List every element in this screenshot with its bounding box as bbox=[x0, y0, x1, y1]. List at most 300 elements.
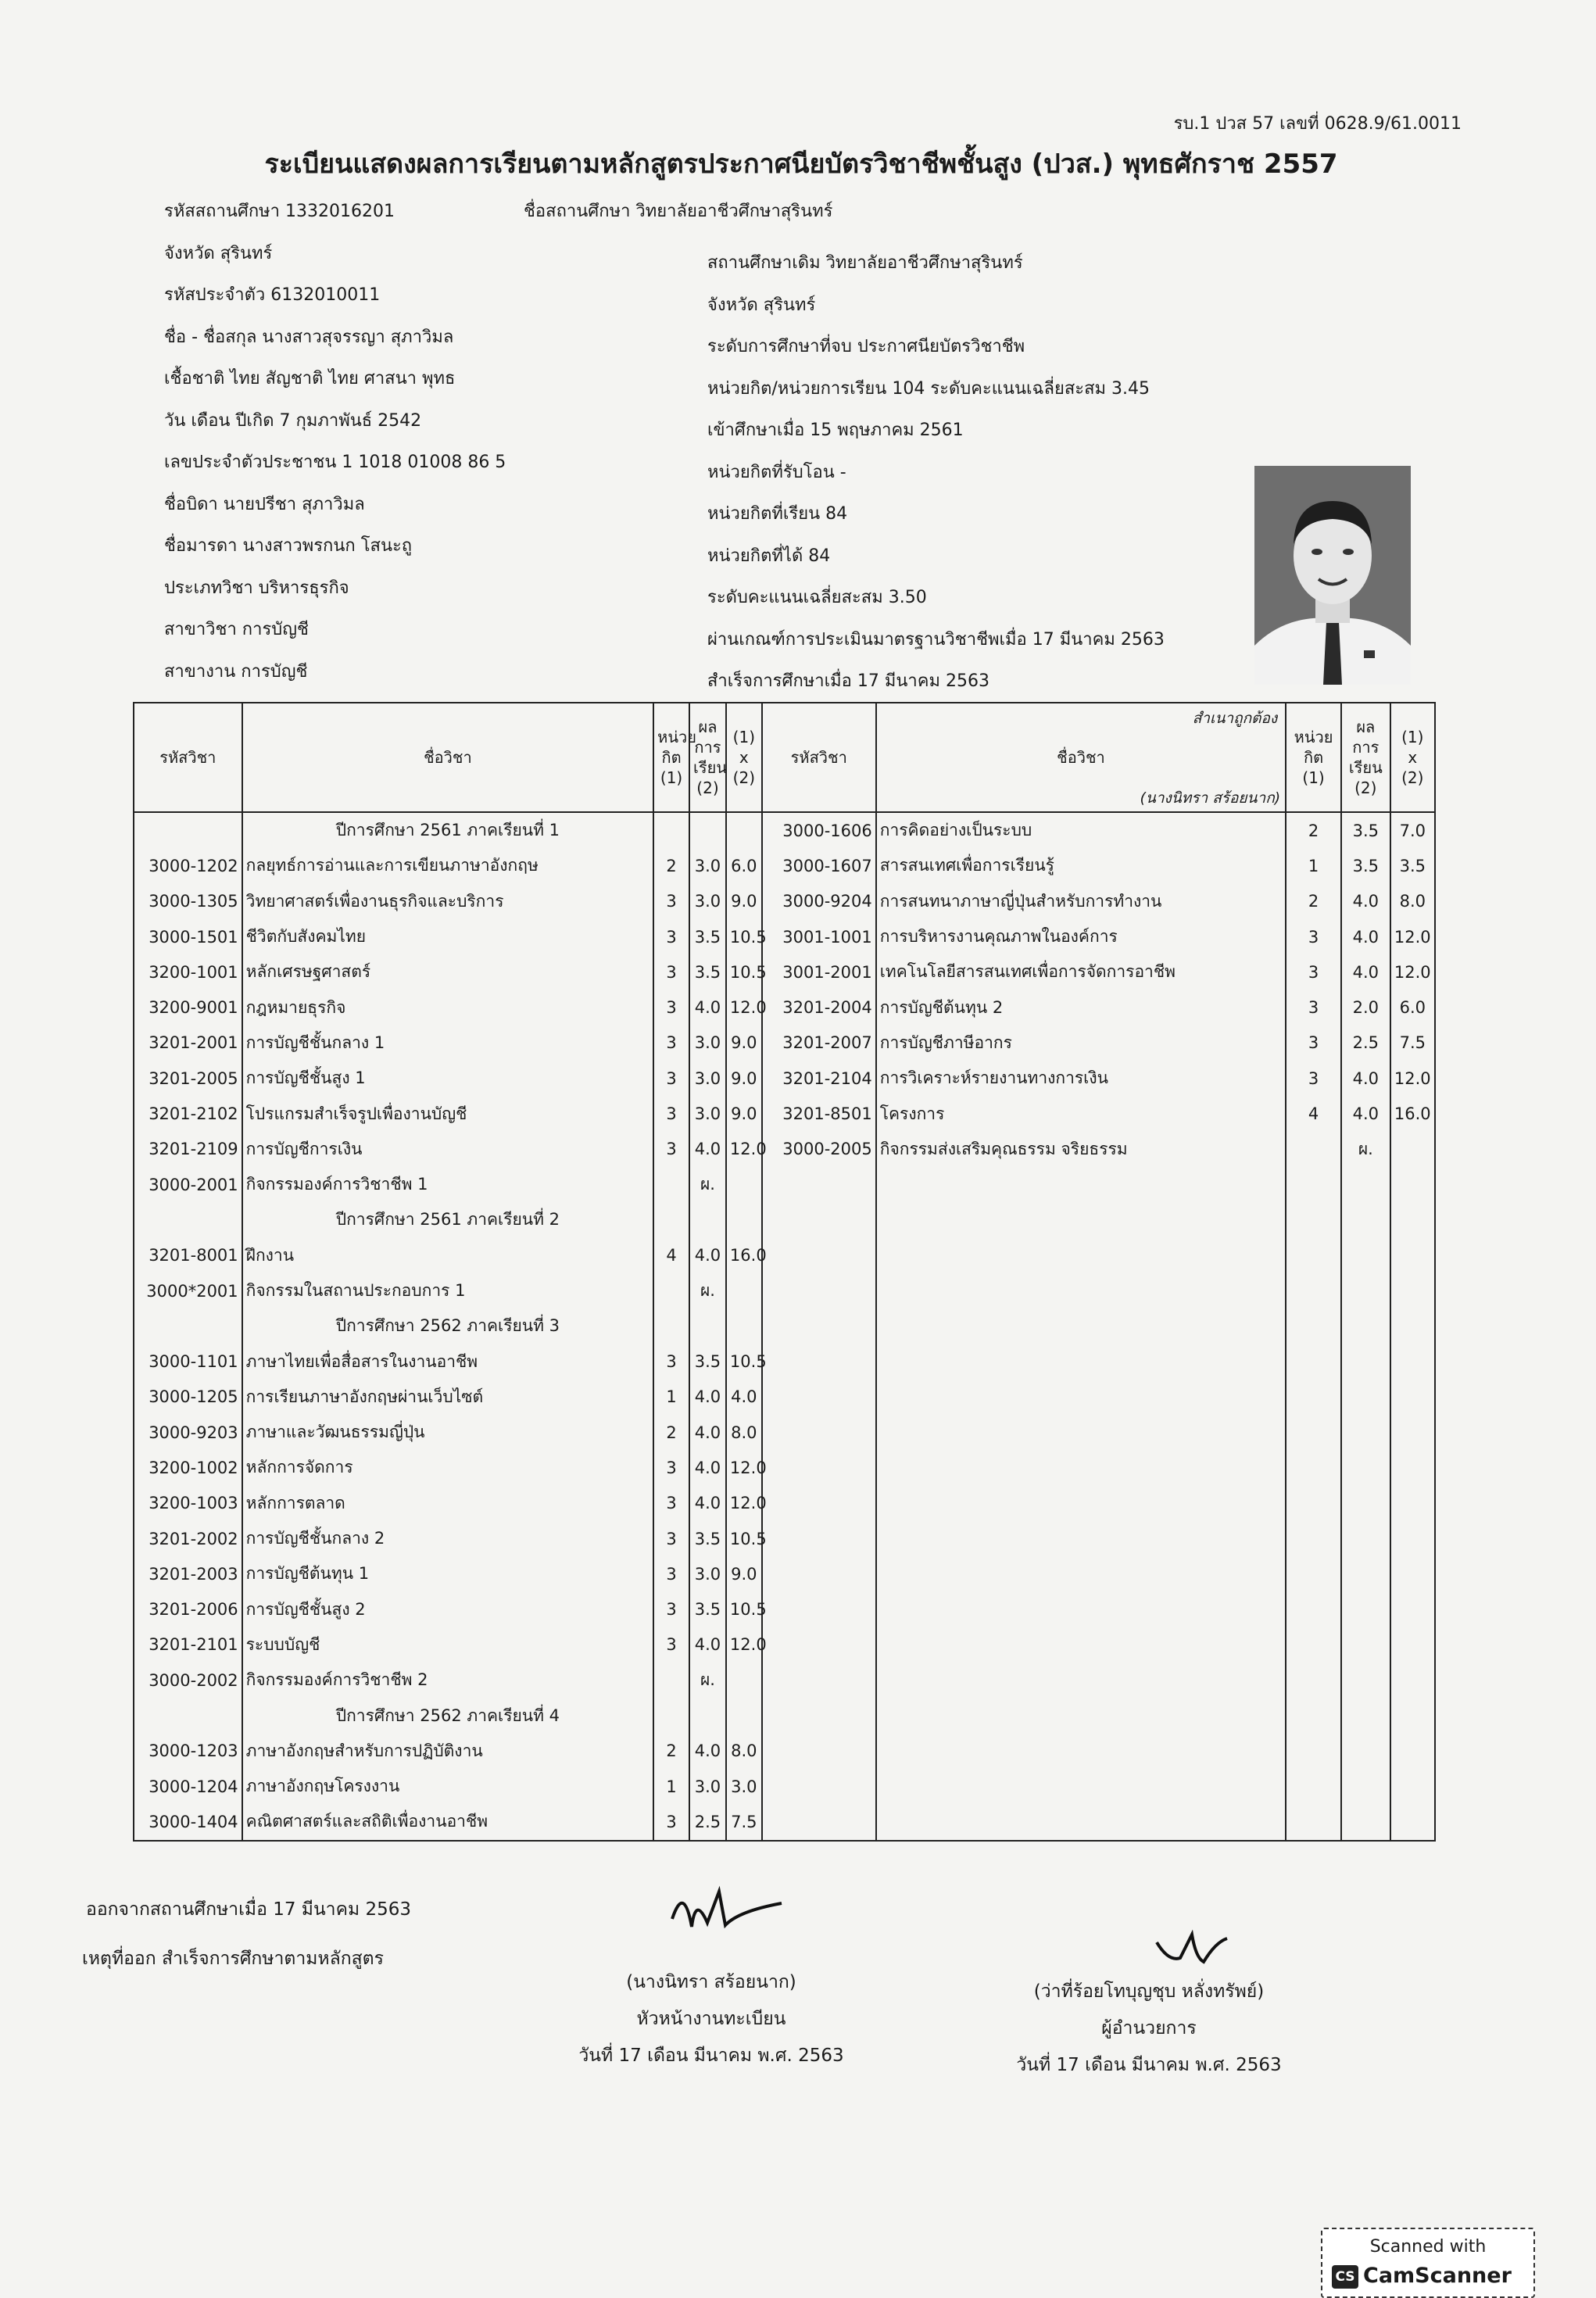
registrar-date: วันที่ 17 เดือน มีนาคม พ.ศ. 2563 bbox=[578, 2046, 844, 2066]
empty-cell bbox=[876, 1627, 1286, 1663]
info-line: หน่วยกิตที่ได้ 84 bbox=[707, 546, 831, 566]
points: 10.5 bbox=[726, 919, 762, 954]
credit: 2 bbox=[1286, 812, 1341, 848]
points bbox=[726, 812, 762, 848]
empty-cell bbox=[876, 1769, 1286, 1804]
empty-cell bbox=[876, 1308, 1286, 1344]
empty-cell bbox=[876, 1804, 1286, 1840]
student-info-right bbox=[707, 242, 1254, 703]
empty-cell bbox=[1390, 1308, 1435, 1344]
course-name: โครงการ bbox=[876, 1096, 1286, 1131]
points: 9.0 bbox=[726, 884, 762, 919]
course-code: 3000-1305 bbox=[134, 884, 242, 919]
points bbox=[726, 1308, 762, 1344]
empty-cell bbox=[1341, 1380, 1390, 1415]
points: 4.0 bbox=[726, 1380, 762, 1415]
table-row bbox=[134, 919, 1435, 954]
course-name: การบัญชีชั้นกลาง 1 bbox=[242, 1026, 654, 1061]
points: 12.0 bbox=[1390, 919, 1435, 954]
empty-cell bbox=[762, 1238, 876, 1273]
header-code: รหัสวิชา bbox=[134, 703, 242, 812]
course-code: 3000-2001 bbox=[134, 1167, 242, 1202]
table-row bbox=[134, 1769, 1435, 1804]
grade: 3.0 bbox=[689, 1096, 726, 1131]
grade: 4.0 bbox=[689, 1238, 726, 1273]
credit: 2 bbox=[1286, 884, 1341, 919]
scanner-label: Scanned with bbox=[1369, 2237, 1487, 2257]
course-code: 3000-1101 bbox=[134, 1344, 242, 1379]
table-row bbox=[134, 1450, 1435, 1485]
course-code: 3001-1001 bbox=[762, 919, 876, 954]
info-line: สำเร็จการศึกษาเมื่อ 17 มีนาคม 2563 bbox=[707, 671, 989, 691]
grade: 4.0 bbox=[1341, 884, 1390, 919]
course-name: ภาษาและวัฒนธรรมญี่ปุ่น bbox=[242, 1415, 654, 1450]
points: 16.0 bbox=[1390, 1096, 1435, 1131]
document-reference: รบ.1 ปวส 57 เลขที่ 0628.9/61.0011 bbox=[1173, 114, 1462, 134]
empty-cell bbox=[1286, 1308, 1341, 1344]
info-line: สถานศึกษาเดิม วิทยาลัยอาชีวศึกษาสุรินทร์ bbox=[707, 253, 1023, 273]
table-row bbox=[134, 1592, 1435, 1627]
course-name: กิจกรรมในสถานประกอบการ 1 bbox=[242, 1273, 654, 1308]
empty-cell bbox=[762, 1202, 876, 1237]
course-name: การสนทนาภาษาญี่ปุ่นสำหรับการทำงาน bbox=[876, 884, 1286, 919]
grade: 2.5 bbox=[689, 1804, 726, 1840]
points: 16.0 bbox=[726, 1238, 762, 1273]
credit: 1 bbox=[653, 1769, 689, 1804]
points: 12.0 bbox=[726, 1450, 762, 1485]
table-row bbox=[134, 1415, 1435, 1450]
credit: 4 bbox=[653, 1238, 689, 1273]
empty-cell bbox=[1286, 1273, 1341, 1308]
info-line: รหัสประจำตัว 6132010011 bbox=[164, 285, 381, 305]
empty-cell bbox=[1286, 1344, 1341, 1379]
credit: 3 bbox=[653, 919, 689, 954]
credit: 3 bbox=[653, 954, 689, 990]
info-line: เลขประจำตัวประชาชน 1 1018 01008 86 5 bbox=[164, 453, 506, 472]
credit: 3 bbox=[653, 1096, 689, 1131]
points bbox=[726, 1698, 762, 1733]
course-code: 3200-1002 bbox=[134, 1450, 242, 1485]
director-date: วันที่ 17 เดือน มีนาคม พ.ศ. 2563 bbox=[1016, 2055, 1282, 2075]
registrar-signature-block bbox=[547, 1964, 875, 2074]
semester-heading: ปีการศึกษา 2561 ภาคเรียนที่ 2 bbox=[242, 1202, 654, 1237]
empty-cell bbox=[1286, 1698, 1341, 1733]
grade bbox=[689, 1698, 726, 1733]
header-name: ชื่อวิชา bbox=[242, 703, 654, 812]
empty-cell bbox=[1341, 1273, 1390, 1308]
empty-cell bbox=[1341, 1592, 1390, 1627]
header-credit-right: หน่วย กิต (1) bbox=[1286, 703, 1341, 812]
grade: 4.0 bbox=[689, 1450, 726, 1485]
empty-cell bbox=[1390, 1627, 1435, 1663]
course-code: 3201-2104 bbox=[762, 1061, 876, 1096]
table-row bbox=[134, 1273, 1435, 1308]
course-code: 3201-8501 bbox=[762, 1096, 876, 1131]
course-code: 3000-1501 bbox=[134, 919, 242, 954]
leave-reason: เหตุที่ออก สำเร็จการศึกษาตามหลักสูตร bbox=[82, 1949, 384, 1969]
course-name: ชีวิตกับสังคมไทย bbox=[242, 919, 654, 954]
empty-cell bbox=[876, 1202, 1286, 1237]
points: 12.0 bbox=[1390, 954, 1435, 990]
points: 7.0 bbox=[1390, 812, 1435, 848]
credit: 3 bbox=[1286, 1061, 1341, 1096]
course-code: 3000-1203 bbox=[134, 1734, 242, 1769]
empty-cell bbox=[762, 1308, 876, 1344]
course-name: กิจกรรมส่งเสริมคุณธรรม จริยธรรม bbox=[876, 1132, 1286, 1167]
course-code: 3000-2005 bbox=[762, 1132, 876, 1167]
semester-heading: ปีการศึกษา 2562 ภาคเรียนที่ 3 bbox=[242, 1308, 654, 1344]
info-line: วัน เดือน ปีเกิด 7 กุมภาพันธ์ 2542 bbox=[164, 410, 422, 431]
course-name: หลักเศรษฐศาสตร์ bbox=[242, 954, 654, 990]
grade: 4.0 bbox=[689, 1132, 726, 1167]
course-code: 3200-1003 bbox=[134, 1486, 242, 1521]
empty-cell bbox=[1286, 1450, 1341, 1485]
empty-cell bbox=[762, 1556, 876, 1591]
credit: 3 bbox=[653, 1804, 689, 1840]
points: 6.0 bbox=[1390, 990, 1435, 1025]
empty-cell bbox=[1390, 1486, 1435, 1521]
course-code: 3201-2101 bbox=[134, 1627, 242, 1663]
empty-cell bbox=[1390, 1415, 1435, 1450]
credit bbox=[653, 1663, 689, 1698]
grade: 2.5 bbox=[1341, 1026, 1390, 1061]
empty-cell bbox=[1341, 1486, 1390, 1521]
info-line: หน่วยกิตที่รับโอน - bbox=[707, 462, 846, 482]
table-row bbox=[134, 1698, 1435, 1733]
grade: 3.0 bbox=[689, 1556, 726, 1591]
empty-cell bbox=[1286, 1592, 1341, 1627]
registrar-role: หัวหน้างานทะเบียน bbox=[636, 2009, 786, 2029]
table-row bbox=[134, 1556, 1435, 1591]
course-name: โปรแกรมสำเร็จรูปเพื่องานบัญชี bbox=[242, 1096, 654, 1131]
course-code: 3000-2002 bbox=[134, 1663, 242, 1698]
empty-cell bbox=[1390, 1344, 1435, 1379]
course-name: สารสนเทศเพื่อการเรียนรู้ bbox=[876, 848, 1286, 883]
empty-cell bbox=[1341, 1202, 1390, 1237]
table-row bbox=[134, 1804, 1435, 1840]
table-row bbox=[134, 990, 1435, 1025]
course-code: 3201-2109 bbox=[134, 1132, 242, 1167]
points: 8.0 bbox=[726, 1415, 762, 1450]
table-row bbox=[134, 1238, 1435, 1273]
empty-cell bbox=[762, 1521, 876, 1556]
info-line: รหัสสถานศึกษา 1332016201 bbox=[164, 202, 395, 221]
course-code: 3201-2002 bbox=[134, 1521, 242, 1556]
credit: 1 bbox=[1286, 848, 1341, 883]
grade: 4.0 bbox=[689, 1627, 726, 1663]
empty-cell bbox=[876, 1734, 1286, 1769]
points: 8.0 bbox=[1390, 884, 1435, 919]
credit: 3 bbox=[653, 1061, 689, 1096]
empty-cell bbox=[762, 1592, 876, 1627]
grade: 3.0 bbox=[689, 1769, 726, 1804]
course-code: 3201-2007 bbox=[762, 1026, 876, 1061]
credit bbox=[653, 1308, 689, 1344]
credit: 1 bbox=[653, 1380, 689, 1415]
empty-cell bbox=[762, 1380, 876, 1415]
points: 10.5 bbox=[726, 954, 762, 990]
points: 10.5 bbox=[726, 1344, 762, 1379]
empty-cell bbox=[1341, 1344, 1390, 1379]
credit: 3 bbox=[653, 1132, 689, 1167]
empty-cell bbox=[1390, 1663, 1435, 1698]
grade: 3.5 bbox=[1341, 812, 1390, 848]
credit: 3 bbox=[1286, 919, 1341, 954]
info-line: ชื่อ - ชื่อสกุล นางสาวสุจรรญา สุภาวิมล bbox=[164, 327, 454, 347]
course-name: วิทยาศาสตร์เพื่องานธุรกิจและบริการ bbox=[242, 884, 654, 919]
table-row bbox=[134, 1132, 1435, 1167]
credit: 3 bbox=[653, 1521, 689, 1556]
course-name: ภาษาอังกฤษสำหรับการปฏิบัติงาน bbox=[242, 1734, 654, 1769]
points bbox=[1390, 1132, 1435, 1167]
grade: 4.0 bbox=[689, 1380, 726, 1415]
registrar-name: (นางนิทรา สร้อยนาก) bbox=[626, 1972, 796, 1992]
info-line: สาขางาน การบัญชี bbox=[164, 661, 308, 682]
grade: ผ. bbox=[689, 1273, 726, 1308]
certify-stamp-text: สำเนาถูกต้อง bbox=[1192, 710, 1278, 727]
empty-cell bbox=[1341, 1769, 1390, 1804]
empty-cell bbox=[1390, 1450, 1435, 1485]
table-row bbox=[134, 1486, 1435, 1521]
info-line: ระดับคะแนนเฉลี่ยสะสม 3.50 bbox=[707, 588, 927, 607]
empty-cell bbox=[1390, 1769, 1435, 1804]
table-row bbox=[134, 812, 1435, 848]
credit: 3 bbox=[653, 1592, 689, 1627]
credit bbox=[653, 1273, 689, 1308]
grade: 3.5 bbox=[689, 1521, 726, 1556]
grade: 4.0 bbox=[1341, 954, 1390, 990]
semester-heading: ปีการศึกษา 2561 ภาคเรียนที่ 1 bbox=[242, 812, 654, 848]
grade: 4.0 bbox=[689, 1734, 726, 1769]
course-name: การบัญชีชั้นสูง 2 bbox=[242, 1592, 654, 1627]
info-line: เชื้อชาติ ไทย สัญชาติ ไทย ศาสนา พุทธ bbox=[164, 369, 456, 388]
points: 9.0 bbox=[726, 1556, 762, 1591]
credit: 2 bbox=[653, 848, 689, 883]
info-line: เข้าศึกษาเมื่อ 15 พฤษภาคม 2561 bbox=[707, 421, 964, 440]
grade: ผ. bbox=[689, 1167, 726, 1202]
empty-cell bbox=[1286, 1556, 1341, 1591]
course-name: หลักการจัดการ bbox=[242, 1450, 654, 1485]
info-line: ชื่อบิดา นายปรีชา สุภาวิมล bbox=[164, 494, 365, 514]
course-code: 3001-2001 bbox=[762, 954, 876, 990]
student-info-left bbox=[164, 191, 664, 693]
header-product: (1) x (2) bbox=[726, 703, 762, 812]
empty-cell bbox=[876, 1450, 1286, 1485]
table-row bbox=[134, 1380, 1435, 1415]
grade: ผ. bbox=[1341, 1132, 1390, 1167]
credit bbox=[653, 1167, 689, 1202]
empty-cell bbox=[1341, 1521, 1390, 1556]
table-row bbox=[134, 1167, 1435, 1202]
empty-cell bbox=[762, 1627, 876, 1663]
empty-cell bbox=[1341, 1698, 1390, 1733]
header-code-right: รหัสวิชา bbox=[762, 703, 876, 812]
credit: 3 bbox=[653, 990, 689, 1025]
table-row bbox=[134, 1202, 1435, 1237]
info-line: ผ่านเกณฑ์การประเมินมาตรฐานวิชาชีพเมื่อ 17 มีนาคม 2563 bbox=[707, 629, 1165, 650]
empty-cell bbox=[1286, 1415, 1341, 1450]
credit: 2 bbox=[653, 1415, 689, 1450]
grade bbox=[689, 1308, 726, 1344]
grade: 3.0 bbox=[689, 848, 726, 883]
table-row bbox=[134, 848, 1435, 883]
course-code: 3200-9001 bbox=[134, 990, 242, 1025]
director-name: (ว่าที่ร้อยโทบุญชุบ หลั่งทรัพย์) bbox=[1033, 1981, 1265, 2002]
empty-cell bbox=[1286, 1521, 1341, 1556]
empty-cell bbox=[876, 1486, 1286, 1521]
info-line: ชื่อสถานศึกษา วิทยาลัยอาชีวศึกษาสุรินทร์ bbox=[524, 202, 833, 221]
grades-table bbox=[133, 702, 1436, 1842]
points: 9.0 bbox=[726, 1026, 762, 1061]
course-code bbox=[134, 812, 242, 848]
credit: 3 bbox=[653, 1486, 689, 1521]
empty-cell bbox=[762, 1450, 876, 1485]
header-product-right: (1) x (2) bbox=[1390, 703, 1435, 812]
course-name: การบัญชีชั้นสูง 1 bbox=[242, 1061, 654, 1096]
grade: 3.0 bbox=[689, 884, 726, 919]
course-code bbox=[134, 1202, 242, 1237]
table-row bbox=[134, 884, 1435, 919]
table-row bbox=[134, 1061, 1435, 1096]
empty-cell bbox=[876, 1238, 1286, 1273]
course-name: การบริหารงานคุณภาพในองค์การ bbox=[876, 919, 1286, 954]
course-name: การบัญชีชั้นกลาง 2 bbox=[242, 1521, 654, 1556]
empty-cell bbox=[762, 1769, 876, 1804]
student-photo bbox=[1254, 466, 1411, 685]
empty-cell bbox=[762, 1344, 876, 1379]
certify-name: (นางนิทรา สร้อยนาก) bbox=[1140, 789, 1281, 807]
course-code: 3000-1204 bbox=[134, 1769, 242, 1804]
empty-cell bbox=[1341, 1734, 1390, 1769]
credit: 3 bbox=[653, 1450, 689, 1485]
course-code bbox=[134, 1698, 242, 1733]
scanner-brand: CamScanner bbox=[1363, 2264, 1512, 2288]
empty-cell bbox=[1286, 1627, 1341, 1663]
grade: 4.0 bbox=[1341, 919, 1390, 954]
empty-cell bbox=[1286, 1663, 1341, 1698]
points bbox=[726, 1663, 762, 1698]
course-name: ระบบบัญชี bbox=[242, 1627, 654, 1663]
course-name: การบัญชีต้นทุน 2 bbox=[876, 990, 1286, 1025]
table-row bbox=[134, 1521, 1435, 1556]
empty-cell bbox=[1286, 1769, 1341, 1804]
table-row bbox=[134, 954, 1435, 990]
credit: 4 bbox=[1286, 1096, 1341, 1131]
grade: 3.5 bbox=[689, 1344, 726, 1379]
header-name-label: ชื่อวิชา bbox=[1057, 748, 1105, 767]
empty-cell bbox=[876, 1344, 1286, 1379]
grade: 3.5 bbox=[1341, 848, 1390, 883]
director-role: ผู้อำนวยการ bbox=[1101, 2018, 1197, 2038]
header-grade-right: ผล การ เรียน (2) bbox=[1341, 703, 1390, 812]
header-grade: ผล การ เรียน (2) bbox=[689, 703, 726, 812]
course-name: ภาษาอังกฤษโครงงาน bbox=[242, 1769, 654, 1804]
empty-cell bbox=[1286, 1734, 1341, 1769]
course-name: การบัญชีต้นทุน 1 bbox=[242, 1556, 654, 1591]
info-line: สาขาวิชา การบัญชี bbox=[164, 620, 309, 639]
grade: ผ. bbox=[689, 1663, 726, 1698]
grade: 3.5 bbox=[689, 919, 726, 954]
empty-cell bbox=[1390, 1273, 1435, 1308]
empty-cell bbox=[1390, 1380, 1435, 1415]
director-signature-block bbox=[985, 1974, 1313, 2084]
points: 8.0 bbox=[726, 1734, 762, 1769]
credit: 3 bbox=[1286, 954, 1341, 990]
empty-cell bbox=[762, 1273, 876, 1308]
grade: 4.0 bbox=[689, 1486, 726, 1521]
empty-cell bbox=[876, 1698, 1286, 1733]
table-row bbox=[134, 1096, 1435, 1131]
credit: 3 bbox=[653, 884, 689, 919]
course-name: การบัญชีการเงิน bbox=[242, 1132, 654, 1167]
course-code: 3201-2003 bbox=[134, 1556, 242, 1591]
course-name: หลักการตลาด bbox=[242, 1486, 654, 1521]
course-name: การบัญชีภาษีอากร bbox=[876, 1026, 1286, 1061]
course-name: การคิดอย่างเป็นระบบ bbox=[876, 812, 1286, 848]
points: 6.0 bbox=[726, 848, 762, 883]
grade: 4.0 bbox=[689, 1415, 726, 1450]
semester-heading: ปีการศึกษา 2562 ภาคเรียนที่ 4 bbox=[242, 1698, 654, 1733]
course-code: 3201-2001 bbox=[134, 1026, 242, 1061]
empty-cell bbox=[876, 1415, 1286, 1450]
empty-cell bbox=[1341, 1804, 1390, 1840]
table-row bbox=[134, 1663, 1435, 1698]
credit bbox=[1286, 1132, 1341, 1167]
course-name: การวิเคราะห์รายงานทางการเงิน bbox=[876, 1061, 1286, 1096]
header-credit: หน่วย กิต (1) bbox=[653, 703, 689, 812]
empty-cell bbox=[876, 1521, 1286, 1556]
empty-cell bbox=[1341, 1167, 1390, 1202]
course-name: ฝึกงาน bbox=[242, 1238, 654, 1273]
course-code: 3201-8001 bbox=[134, 1238, 242, 1273]
course-code bbox=[134, 1308, 242, 1344]
table-row bbox=[134, 1627, 1435, 1663]
points: 7.5 bbox=[726, 1804, 762, 1840]
empty-cell bbox=[1341, 1627, 1390, 1663]
empty-cell bbox=[876, 1273, 1286, 1308]
course-name: กิจกรรมองค์การวิชาชีพ 2 bbox=[242, 1663, 654, 1698]
course-name: ภาษาไทยเพื่อสื่อสารในงานอาชีพ bbox=[242, 1344, 654, 1379]
points: 12.0 bbox=[726, 1486, 762, 1521]
table-row bbox=[134, 1734, 1435, 1769]
course-code: 3201-2005 bbox=[134, 1061, 242, 1096]
empty-cell bbox=[1286, 1804, 1341, 1840]
points bbox=[726, 1202, 762, 1237]
points: 3.5 bbox=[1390, 848, 1435, 883]
credit: 3 bbox=[653, 1556, 689, 1591]
points: 12.0 bbox=[726, 1627, 762, 1663]
info-line: จังหวัด สุรินทร์ bbox=[164, 243, 273, 263]
course-code: 3200-1001 bbox=[134, 954, 242, 990]
empty-cell bbox=[1341, 1450, 1390, 1485]
course-name: กฎหมายธุรกิจ bbox=[242, 990, 654, 1025]
grade: 3.0 bbox=[689, 1061, 726, 1096]
credit bbox=[653, 812, 689, 848]
credit bbox=[653, 1202, 689, 1237]
registrar-signature bbox=[664, 1880, 789, 1942]
course-code: 3000-1606 bbox=[762, 812, 876, 848]
school-name bbox=[524, 191, 1149, 233]
table-row bbox=[134, 1308, 1435, 1344]
empty-cell bbox=[1286, 1380, 1341, 1415]
course-code: 3000-9204 bbox=[762, 884, 876, 919]
empty-cell bbox=[1341, 1308, 1390, 1344]
points: 9.0 bbox=[726, 1061, 762, 1096]
empty-cell bbox=[1390, 1202, 1435, 1237]
empty-cell bbox=[1390, 1167, 1435, 1202]
info-line: จังหวัด สุรินทร์ bbox=[707, 295, 816, 315]
points: 12.0 bbox=[726, 1132, 762, 1167]
